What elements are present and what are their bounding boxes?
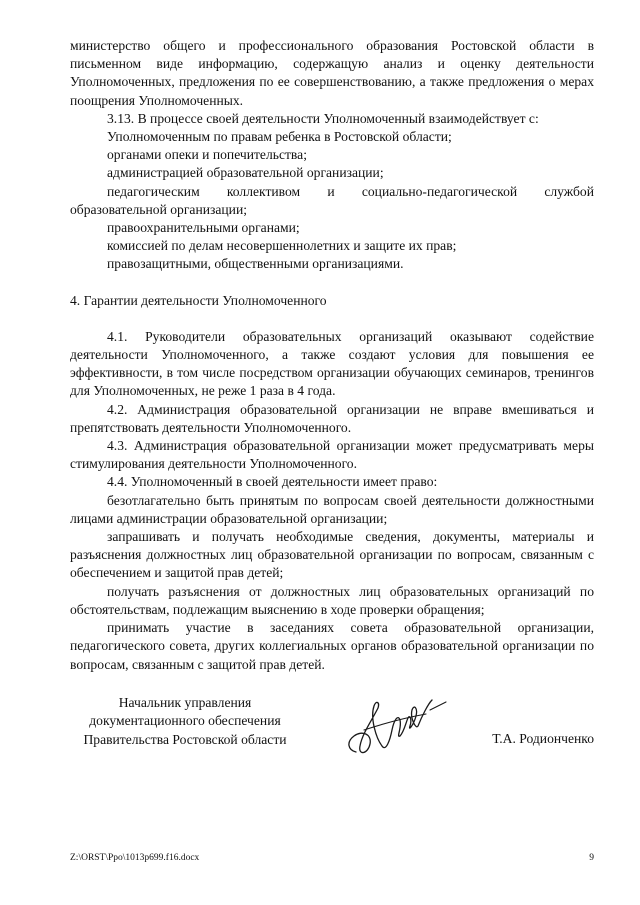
position-line: Начальник управления xyxy=(118,695,252,710)
section-heading: 4. Гарантии деятельности Уполномоченного xyxy=(70,292,327,308)
paragraph: безотлагательно быть принятым по вопросам своей деятельности должностными лицами администрации образовательной организации; xyxy=(70,492,594,526)
paragraph: 4.3. Администрация образовательной организации может предусматривать меры стимулирования деятельности Уполномоченного. xyxy=(70,438,594,472)
paragraph: органами опеки и попечительства; xyxy=(107,147,307,163)
paragraph: комиссией по делам несовершеннолетних и защите их прав; xyxy=(107,238,457,254)
position-line: документационного обеспечения xyxy=(89,713,281,729)
document-body xyxy=(70,37,594,674)
paragraph: 3.13. В процессе своей деятельности Уполномоченный взаимодействует с: xyxy=(107,110,539,126)
paragraph: министерство общего и профессионального образования Ростовской области в письменном виде информацию, содержащую анализ и оценку деятельности Уполномоченных, предложения по ее совершенствованию, а также предложения о мерах поощрения Уполномоченных. xyxy=(70,38,594,108)
paragraph: администрацией образовательной организации; xyxy=(107,165,384,181)
position-line: Правительства Ростовской области xyxy=(83,731,287,747)
signatory-name: Т.А. Родионченко xyxy=(492,731,594,746)
paragraph: педагогическим коллективом и социально-педагогической службой образовательной организации; xyxy=(70,183,594,217)
page-number: 9 xyxy=(589,853,594,863)
paragraph: 4.4. Уполномоченный в своей деятельности имеет право: xyxy=(107,474,438,490)
signature-block xyxy=(70,694,594,764)
paragraph: 4.1. Руководители образовательных организаций оказывают содействие деятельности Уполномоченного, а также создают условия для повышения ее эффективности, в том числе посредством организации обучающих семинаров, тренингов для Уполномоченных, не реже 1 раза в 4 года. xyxy=(70,328,594,399)
signatory-position xyxy=(70,694,300,749)
paragraph: 4.2. Администрация образовательной организации не вправе вмешиваться и препятствовать деятельности Уполномоченного. xyxy=(70,401,594,435)
paragraph: получать разъяснения от должностных лиц образовательных организаций по обстоятельствам, подлежащим выяснению в ходе проверки обращения; xyxy=(70,583,594,617)
paragraph: правозащитными, общественными организациями. xyxy=(107,256,404,272)
paragraph: принимать участие в заседаниях совета образовательной организации, педагогического совета, других коллегиальных органов образовательной организации по вопросам, связанным с защитой прав детей. xyxy=(70,620,594,672)
paragraph: запрашивать и получать необходимые сведения, документы, материалы и разъяснения должностных лиц образовательной организации по вопросам, связанным с обеспечением и защитой прав детей; xyxy=(70,529,594,581)
section-paragraph-list xyxy=(70,328,594,674)
file-path: Z:\ORST\Ppo\1013p699.f16.docx xyxy=(70,853,200,863)
paragraph: правоохранительными органами; xyxy=(107,220,300,236)
paragraph-list xyxy=(70,37,594,274)
paragraph: Уполномоченным по правам ребенка в Ростовской области; xyxy=(107,129,452,145)
handwritten-signature xyxy=(342,690,452,762)
